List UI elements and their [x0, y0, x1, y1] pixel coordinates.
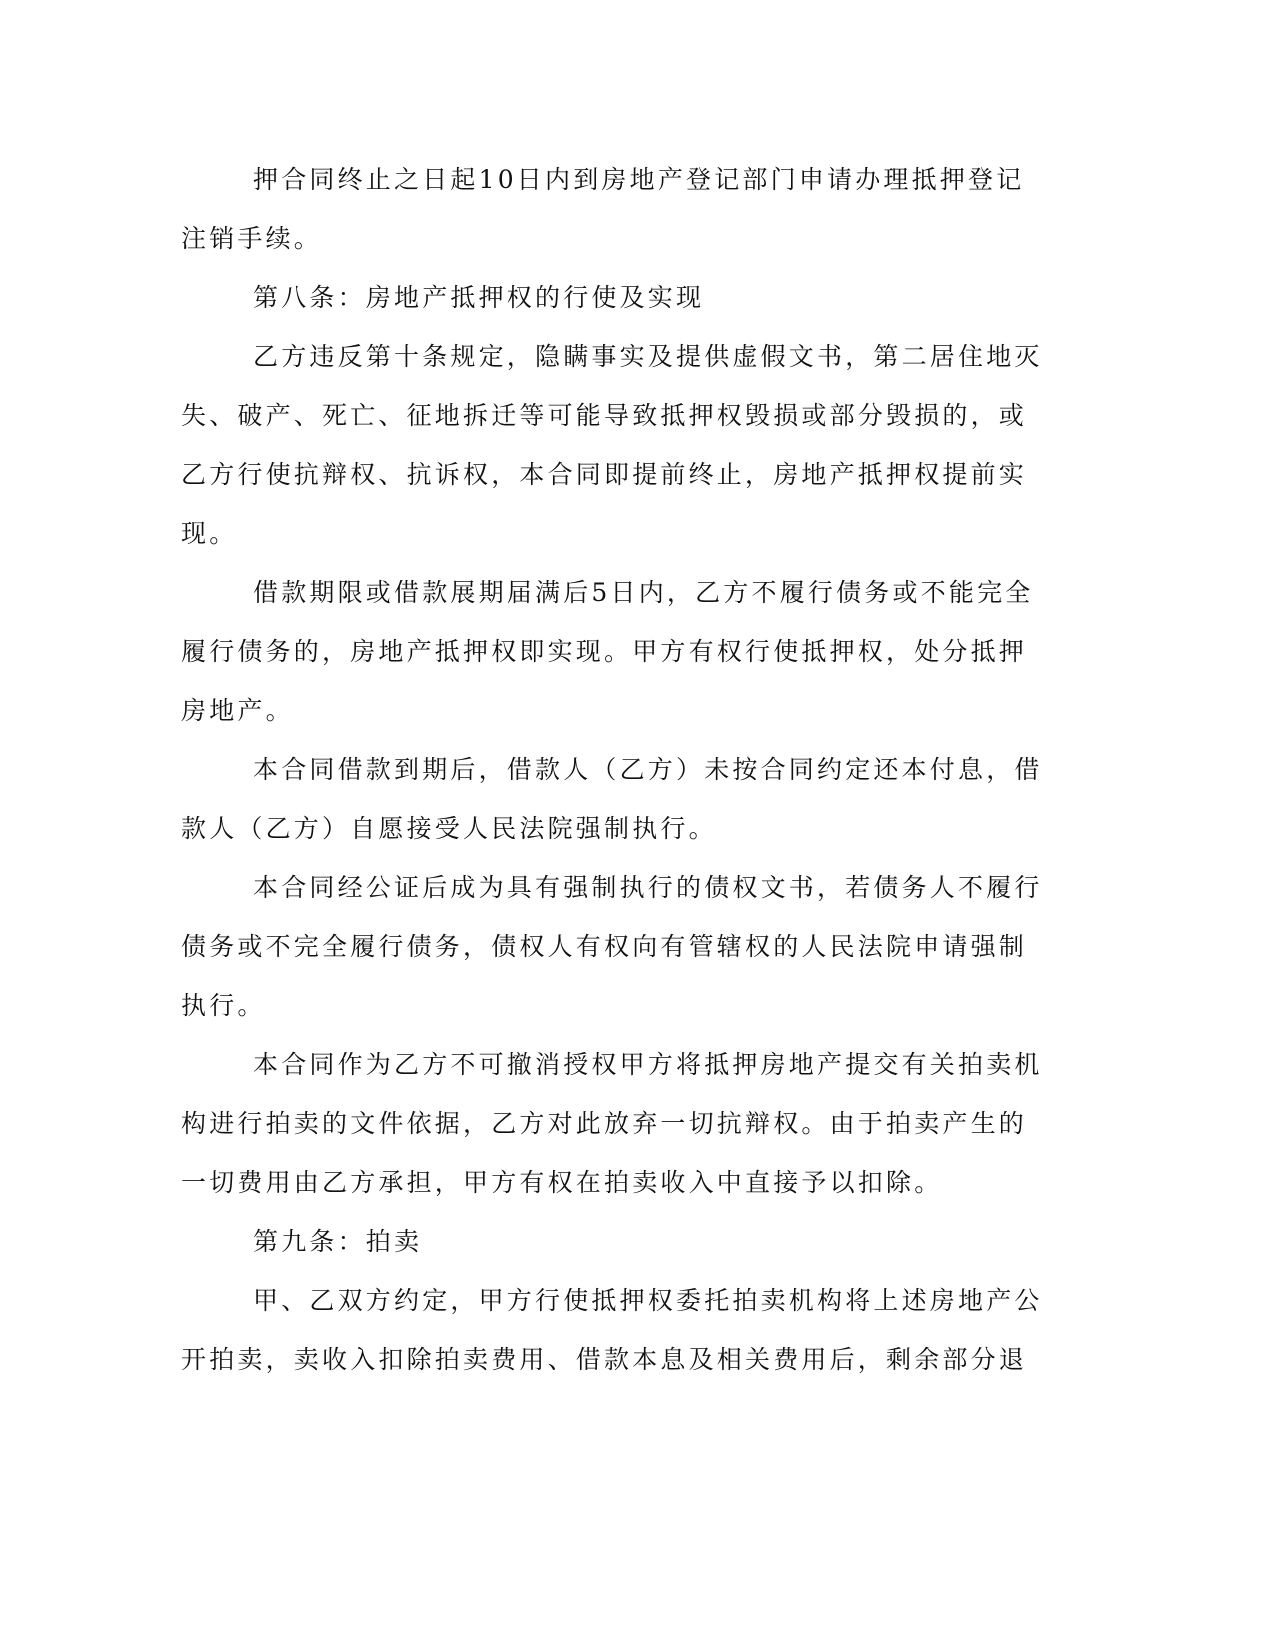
text-line: 押合同终止之日起10日内到房地产登记部门申请办理抵押登记: [253, 165, 1025, 194]
text-line: 款人（乙方）自愿接受人民法院强制执行。: [181, 814, 717, 843]
text-line: 开拍卖，卖收入扣除拍卖费用、借款本息及相关费用后，剩余部分退: [181, 1345, 1028, 1374]
text-line: 乙方行使抗辩权、抗诉权，本合同即提前终止，房地产抵押权提前实: [181, 460, 1028, 489]
text-line: 借款期限或借款展期届满后5日内，乙方不履行债务或不能完全: [253, 578, 1034, 607]
text-line: 本合同借款到期后，借款人（乙方）未按合同约定还本付息，借: [253, 755, 1043, 784]
text-line: 本合同作为乙方不可撤消授权甲方将抵押房地产提交有关拍卖机: [253, 1050, 1043, 1079]
section-heading: 第八条：房地产抵押权的行使及实现: [253, 283, 705, 312]
section-heading: 第九条：拍卖: [253, 1227, 423, 1256]
text-line: 乙方违反第十条规定，隐瞒事实及提供虚假文书，第二居住地灭: [253, 342, 1043, 371]
text-line: 一切费用由乙方承担，甲方有权在拍卖收入中直接予以扣除。: [181, 1168, 943, 1197]
text-line: 失、破产、死亡、征地拆迁等可能导致抵押权毁损或部分毁损的，或: [181, 401, 1028, 430]
text-line: 构进行拍卖的文件依据，乙方对此放弃一切抗辩权。由于拍卖产生的: [181, 1109, 1028, 1138]
text-line: 债务或不完全履行债务，债权人有权向有管辖权的人民法院申请强制: [181, 932, 1028, 961]
text-line: 甲、乙双方约定，甲方行使抵押权委托拍卖机构将上述房地产公: [253, 1286, 1043, 1315]
text-line: 房地产。: [181, 696, 294, 725]
text-line: 现。: [181, 519, 238, 548]
text-line: 本合同经公证后成为具有强制执行的债权文书，若债务人不履行: [253, 873, 1043, 902]
text-line: 注销手续。: [181, 224, 323, 253]
text-line: 执行。: [181, 991, 266, 1020]
text-line: 履行债务的，房地产抵押权即实现。甲方有权行使抵押权，处分抵押: [181, 637, 1028, 666]
